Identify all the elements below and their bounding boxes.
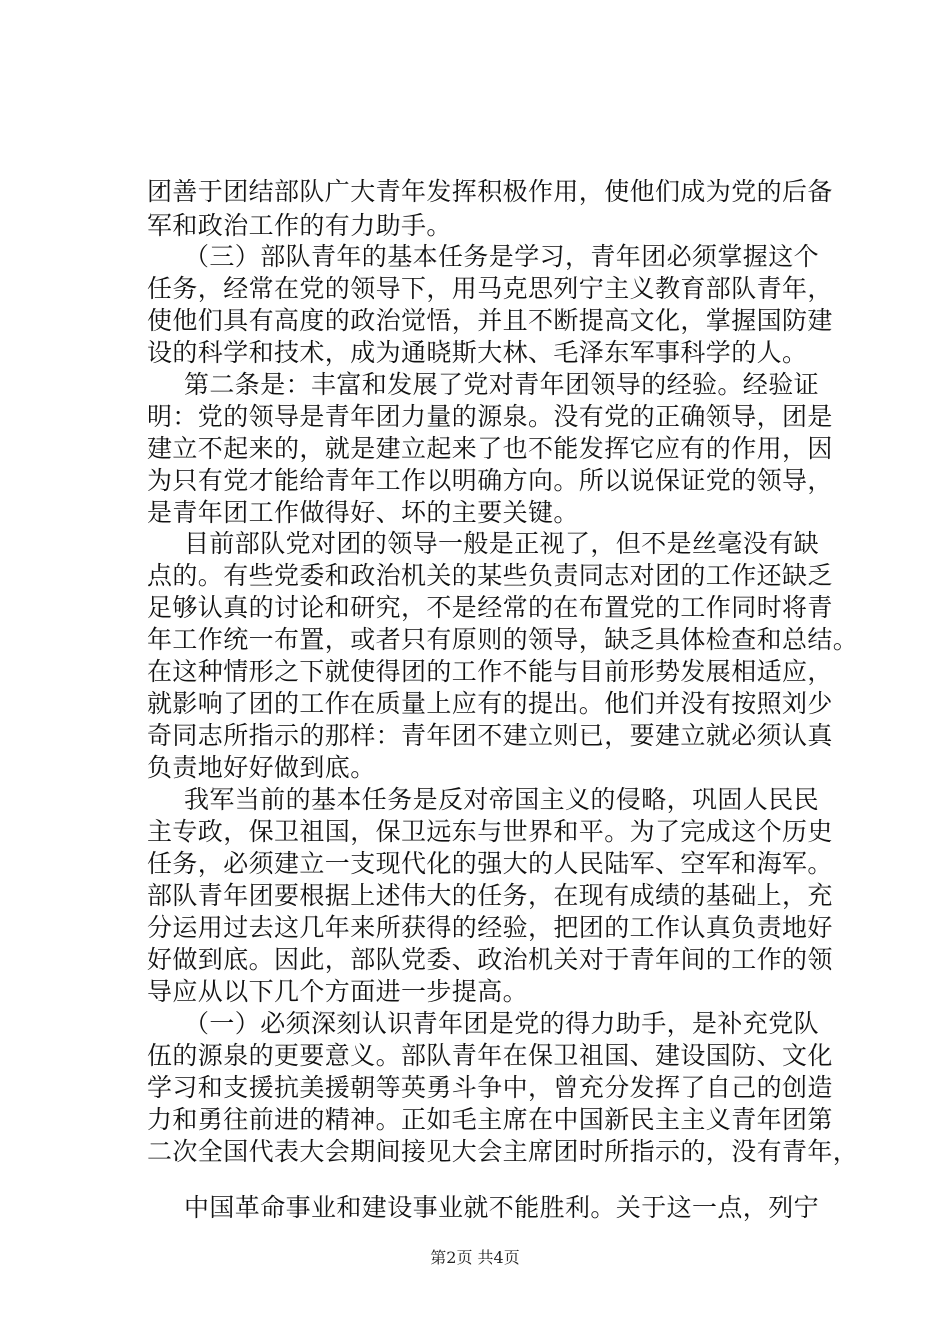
text-line: 我军当前的基本任务是反对帝国主义的侵略，巩固人民民 [184,785,820,814]
text-line: 使他们具有高度的政治觉悟，并且不断提高文化，掌握国防建 [147,306,833,335]
text-line: 任务，必须建立一支现代化的强大的人民陆军、空军和海军。 [147,849,833,878]
text-line: 奇同志所指示的那样：青年团不建立则已，要建立就必须认真 [147,721,833,750]
text-line: 在这种情形之下就使得团的工作不能与目前形势发展相适应， [147,657,833,686]
text-line: 团善于团结部队广大青年发挥积极作用，使他们成为党的后备 [147,177,833,206]
text-line: （一）必须深刻认识青年团是党的得力助手，是补充党队 [184,1009,820,1038]
text-line: 主专政，保卫祖国，保卫远东与世界和平。为了完成这个历史 [147,817,833,846]
text-line: 明：党的领导是青年团力量的源泉。没有党的正确领导，团是 [147,402,833,431]
text-line: 设的科学和技术，成为通晓斯大林、毛泽东军事科学的人。 [147,338,808,367]
text-line: 是青年团工作做得好、坏的主要关键。 [147,498,579,527]
text-line: 建立不起来的，就是建立起来了也不能发挥它应有的作用，因 [147,434,833,463]
text-line: 目前部队党对团的领导一般是正视了，但不是丝毫没有缺 [184,529,820,558]
text-line: 年工作统一布置，或者只有原则的领导，缺乏具体检查和总结。 [147,625,859,654]
text-line: 军和政治工作的有力助手。 [147,211,452,240]
text-line: 为只有党才能给青年工作以明确方向。所以说保证党的领导， [147,466,833,495]
text-line: 足够认真的讨论和研究，不是经常的在布置党的工作同时将青 [147,593,833,622]
text-line: 二次全国代表大会期间接见大会主席团时所指示的，没有青年， [147,1137,859,1166]
page-number: 第2页 共4页 [430,1248,520,1267]
text-line: 负责地好好做到底。 [147,753,376,782]
text-line: 学习和支援抗美援朝等英勇斗争中，曾充分发挥了自己的创造 [147,1073,833,1102]
text-line: 部队青年团要根据上述伟大的任务，在现有成绩的基础上，充 [147,881,833,910]
text-line: 中国革命事业和建设事业就不能胜利。关于这一点，列宁 [184,1193,820,1222]
text-line: 伍的源泉的更要意义。部队青年在保卫祖国、建设国防、文化 [147,1041,833,1070]
text-line: 第二条是：丰富和发展了党对青年团领导的经验。经验证 [184,370,820,399]
text-line: 就影响了团的工作在质量上应有的提出。他们并没有按照刘少 [147,689,833,718]
text-line: （三）部队青年的基本任务是学习，青年团必须掌握这个 [184,242,820,271]
text-line: 好做到底。因此，部队党委、政治机关对于青年间的工作的领 [147,945,833,974]
text-line: 分运用过去这几年来所获得的经验，把团的工作认真负责地好 [147,913,833,942]
text-line: 任务，经常在党的领导下，用马克思列宁主义教育部队青年， [147,274,833,303]
text-line: 力和勇往前进的精神。正如毛主席在中国新民主主义青年团第 [147,1105,833,1134]
text-line: 点的。有些党委和政治机关的某些负责同志对团的工作还缺乏 [147,561,833,590]
text-line: 导应从以下几个方面进一步提高。 [147,977,529,1006]
